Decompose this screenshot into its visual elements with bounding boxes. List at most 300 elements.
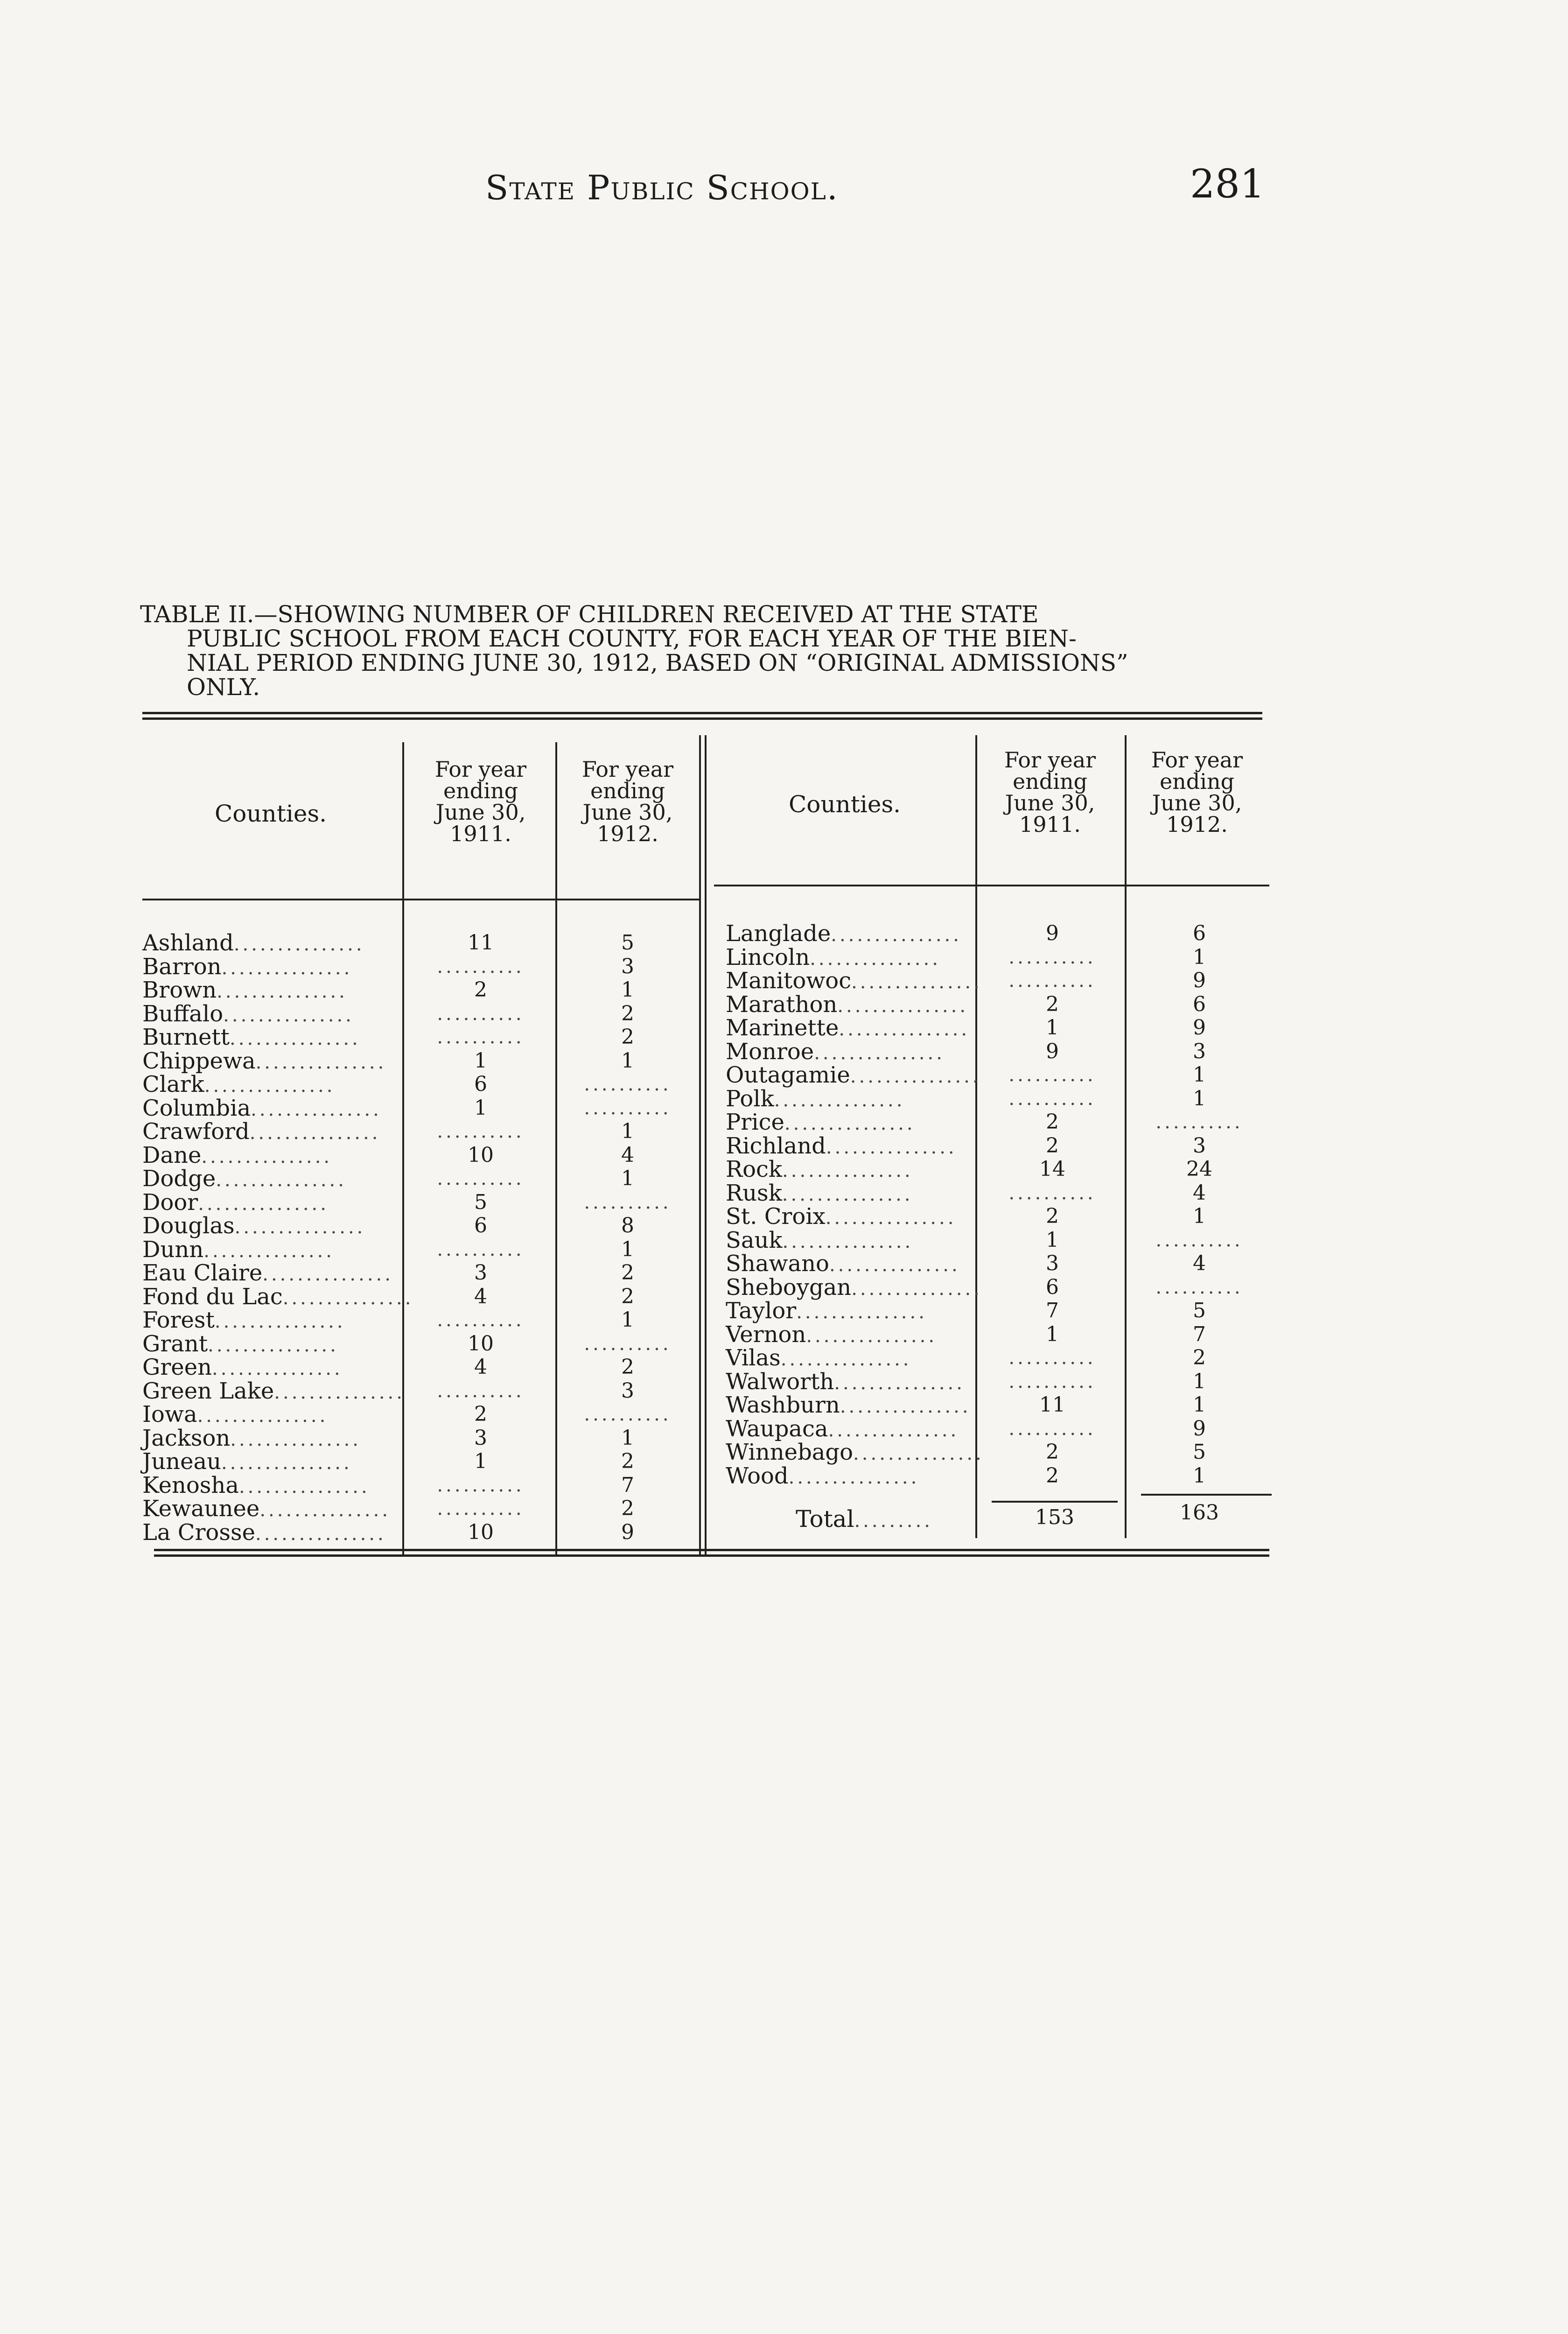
dot-leader: ............... [204,1075,336,1097]
empty-cell-leader: .......... [584,1097,672,1119]
value-1912: 4 [1193,1251,1206,1275]
dot-leader: ............... [201,1146,333,1167]
table-row [726,946,1272,969]
county-label: Iowa [142,1401,197,1427]
value-1912: 1 [621,1308,634,1332]
empty-cell-leader: .......... [437,1309,525,1331]
table-row [726,1276,1272,1299]
dot-leader: ............... [216,1169,347,1191]
county-name [726,1299,927,1324]
dot-leader: ............... [837,995,969,1017]
value-1912: 7 [621,1473,634,1497]
value-1911: 10 [468,1520,494,1544]
county-label: Ashland [142,930,234,956]
header-1911-right [975,749,1125,835]
header-line: June 30, [582,800,673,825]
empty-cell-leader: .......... [1008,946,1096,968]
table-bottom-rule [154,1549,1269,1557]
county-name [726,1464,919,1489]
county-label: Walworth [726,1368,834,1395]
county-name [142,1238,335,1263]
table-row [142,1214,698,1237]
table-row [142,1144,698,1167]
total-rule-1912 [1141,1494,1272,1496]
value-1911: 1 [474,1096,487,1120]
table-row [142,1450,698,1473]
table-row [142,1497,698,1520]
table-row [726,922,1272,945]
header-line: For year [434,757,527,782]
county-name [142,1097,382,1121]
dot-leader: ............... [255,1523,386,1545]
table-row [726,1441,1272,1464]
header-counties-left: Counties. [215,800,327,827]
header-line: For year [1004,747,1096,773]
value-1912: 1 [621,1237,634,1261]
value-1912: 2 [621,1449,634,1473]
county-name [726,1062,981,1088]
header-rule-left [142,899,700,900]
value-1912: 2 [621,1261,634,1285]
value-1911: 11 [1039,1393,1065,1417]
value-1911: 7 [1046,1299,1059,1322]
table-row [726,969,1272,992]
dot-leader: ............... [249,1122,381,1144]
dot-leader: ............... [825,1207,957,1229]
value-1911: 3 [474,1261,487,1285]
value-1912: 9 [621,1520,634,1544]
table-row [142,1167,698,1190]
table-row [726,993,1272,1016]
value-1912: 6 [1193,992,1206,1016]
empty-cell-leader: .......... [437,1168,525,1189]
value-1911: 10 [468,1331,494,1356]
county-name [726,1111,916,1135]
header-line: June 30, [1152,790,1242,815]
county-name [142,1283,414,1310]
county-label: Washburn [726,1392,840,1418]
value-1912: 1 [1193,1204,1206,1228]
header-1912-right [1127,749,1267,835]
value-1912: 5 [621,931,634,955]
total-label-text: Total [796,1505,854,1533]
dot-leader: ............... [255,1051,387,1073]
header-line: 1911. [450,821,511,846]
county-label: Vilas [726,1345,781,1371]
dot-leader: ............... [221,957,353,979]
dot-leader: ............... [208,1334,339,1356]
total-1912: 163 [1180,1501,1219,1525]
county-label: Shawano [726,1251,829,1277]
county-label: Marinette [726,1015,839,1041]
value-1912: 1 [621,1119,634,1143]
dot-leader: ............... [217,981,348,1002]
empty-cell-leader: .......... [437,1238,525,1260]
dot-leader: ............... [774,1089,905,1111]
county-name [726,1040,945,1065]
county-label: Door [142,1189,198,1216]
table-row [726,1134,1272,1158]
empty-cell-leader: .......... [1155,1229,1243,1251]
table-row [726,1181,1272,1205]
county-name [726,1274,982,1301]
county-name [726,1370,965,1395]
header-line: June 30, [1005,790,1095,815]
county-label: La Crosse [142,1519,255,1546]
header-rule-right [714,885,1269,886]
value-1911: 5 [474,1190,487,1214]
county-label: Jackson [142,1425,231,1451]
dot-leader: ............... [851,971,982,993]
county-name [142,1191,329,1216]
table-row [726,1229,1272,1252]
county-label: Sauk [726,1227,783,1253]
county-name [726,1417,959,1442]
county-name [726,1205,956,1230]
county-name [142,1521,386,1546]
county-label: Kenosha [142,1472,239,1498]
county-name [142,1450,352,1475]
total-rule-1911 [992,1501,1118,1503]
value-1912: 2 [621,1001,634,1026]
county-label: Winnebago [726,1439,854,1465]
table-row [726,1323,1272,1346]
table-row [142,978,698,1002]
county-name [726,1158,913,1182]
value-1911: 4 [474,1355,487,1379]
value-1912: 1 [1193,1369,1206,1393]
value-1912: 1 [1193,1463,1206,1488]
county-name [142,1073,335,1097]
value-1912: 1 [1193,1393,1206,1417]
dot-leader: ............... [780,1349,912,1370]
county-label: Eau Claire [142,1260,263,1286]
county-name [726,993,968,1018]
value-1912: 24 [1186,1157,1212,1181]
dot-leader: ............... [262,1264,393,1285]
county-name [726,922,962,947]
county-name [726,1346,912,1371]
county-label: Rock [726,1156,783,1182]
table-row [726,1464,1272,1488]
table-row [142,1356,698,1379]
dot-leader: ............... [230,1028,361,1049]
county-label: Juneau [142,1448,222,1475]
value-1912: 8 [621,1214,634,1237]
empty-cell-leader: .......... [437,1026,525,1048]
county-label: Waupaca [726,1415,828,1442]
county-name [726,1439,984,1465]
dot-leader: ............... [840,1396,971,1417]
county-name [726,1393,971,1418]
table-row [726,1370,1272,1393]
county-name [726,968,982,994]
county-label: Crawford [142,1118,250,1145]
table-row [142,1474,698,1497]
caption-line: TABLE II.—SHOWING NUMBER OF CHILDREN RECEIVED AT THE STATE [140,601,1039,628]
county-label: Polk [726,1085,774,1112]
value-1911: 2 [1046,1133,1059,1158]
county-label: St. Croix [726,1203,826,1230]
dot-leader: ............... [851,1278,982,1300]
county-name [726,1323,937,1348]
table-row [142,955,698,978]
county-label: Dunn [142,1236,204,1263]
dot-leader: ............... [782,1160,913,1181]
county-label: Burnett [142,1024,230,1050]
dot-leader: ............... [197,1405,329,1427]
county-label: Lincoln [726,944,810,970]
value-1912: 2 [621,1497,634,1520]
header-counties-right: Counties. [789,791,901,818]
county-label: Vernon [726,1321,806,1348]
table-row [142,1403,698,1426]
dot-leader: ............... [203,1240,335,1262]
value-1911: 1 [474,1449,487,1473]
dot-leader: ............... [782,1230,914,1252]
dot-leader: ............... [198,1193,329,1215]
value-1911: 11 [468,931,494,955]
dot-leader: ............... [214,1311,346,1332]
value-1911: 3 [1046,1251,1059,1275]
dot-leader: ............... [810,948,941,970]
value-1911: 6 [1046,1275,1059,1299]
county-name [142,1261,393,1286]
table-row [726,1063,1272,1087]
table-row [142,1238,698,1261]
value-1911: 1 [1046,1228,1059,1252]
dot-leader: ............... [282,1287,414,1309]
value-1912: 5 [1193,1299,1206,1322]
dot-leader: ............... [238,1476,370,1497]
dot-leader: ............... [274,1381,405,1403]
county-label: Rusk [726,1180,782,1206]
county-label: Green [142,1354,212,1380]
header-1912-left [558,759,698,844]
value-1911: 4 [474,1284,487,1308]
table-row [142,1427,698,1450]
value-1912: 3 [1193,1039,1206,1063]
header-line: 1912. [1166,812,1228,837]
county-name [142,1332,339,1357]
value-1911: 1 [474,1048,487,1073]
empty-cell-leader: .......... [1008,1418,1096,1440]
value-1912: 3 [1193,1133,1206,1158]
county-name [142,1026,361,1050]
county-label: Dodge [142,1166,216,1192]
county-name [142,1474,370,1498]
dot-leader: ............... [831,924,962,946]
table-row [726,1299,1272,1322]
empty-cell-leader: .......... [437,956,525,977]
county-name [142,1214,365,1239]
empty-cell-leader: .......... [1008,1064,1096,1086]
empty-cell-leader: .......... [584,1074,672,1095]
value-1912: 1 [621,1167,634,1190]
county-name [726,1134,957,1159]
page-number: 281 [1190,161,1265,207]
header-line: ending [1012,769,1088,794]
empty-cell-leader: .......... [1008,1371,1096,1392]
county-name [142,1120,380,1145]
county-name [142,978,348,1003]
dot-leader: ............... [234,1216,366,1238]
header-line: ending [443,778,518,803]
value-1912: 2 [1193,1346,1206,1370]
empty-cell-leader: .......... [584,1404,672,1425]
dot-leader: ............... [784,1113,916,1134]
county-label: Forest [142,1307,215,1333]
empty-cell-leader: .......... [1155,1276,1243,1298]
county-label: Richland [726,1132,826,1159]
value-1911: 9 [1046,921,1059,945]
county-label: Wood [726,1462,789,1489]
caption-line: NIAL PERIOD ENDING JUNE 30, 1912, BASED ON “ORIGINAL ADMISSIONS” [187,649,1128,676]
value-1912: 1 [621,1048,634,1073]
caption-line: PUBLIC SCHOOL FROM EACH COUNTY, FOR EACH YEAR OF THE BIEN- [187,625,1077,652]
table-row [142,1521,698,1544]
value-1912: 1 [621,978,634,1002]
value-1912: 5 [1193,1440,1206,1464]
value-1911: 2 [474,978,487,1002]
value-1911: 1 [1046,1016,1059,1040]
dot-leader: ............... [782,1183,913,1205]
value-1911: 2 [474,1402,487,1426]
dot-leader: ............... [788,1466,920,1488]
county-name [726,946,941,970]
dot-leader: ............... [212,1358,343,1379]
county-label: Clark [142,1071,204,1097]
county-label: Price [726,1109,784,1135]
dot-leader: ............... [806,1325,938,1347]
county-label: Brown [142,977,217,1003]
table-row [142,1120,698,1143]
table-row [142,1002,698,1026]
county-label: Outagamie [726,1062,850,1088]
dot-leader: ............... [826,1136,957,1158]
county-label: Douglas [142,1213,235,1239]
dot-leader: ............... [796,1301,927,1323]
empty-cell-leader: .......... [437,1380,525,1402]
county-label: Sheboygan [726,1274,852,1301]
value-1912: 4 [621,1143,634,1167]
county-name [142,1427,361,1451]
dot-leader: ............... [259,1499,391,1521]
empty-cell-leader: .......... [1008,1347,1096,1369]
running-head: State Public School. [485,168,839,207]
value-1912: 3 [621,1378,634,1403]
dot-leader: ......... [854,1510,933,1532]
dot-leader: ............... [251,1098,382,1120]
county-label: Taylor [726,1298,797,1324]
value-1912: 9 [1193,1416,1206,1441]
total-1911: 153 [1035,1505,1074,1529]
dot-leader: ............... [829,1254,960,1276]
county-name [142,1308,346,1333]
value-1912: 1 [1193,945,1206,969]
value-1911: 2 [1046,1463,1059,1488]
value-1911: 2 [1046,1204,1059,1228]
county-label: Kewaunee [142,1496,260,1522]
empty-cell-leader: .......... [584,1191,672,1213]
empty-cell-leader: .......... [584,1333,672,1355]
county-label: Marathon [726,991,838,1018]
dot-leader: ............... [221,1452,352,1474]
county-name [142,931,365,956]
table-row [726,1346,1272,1370]
table-row [142,1073,698,1096]
table-row [726,1016,1272,1040]
value-1912: 9 [1193,969,1206,992]
table-row [726,1087,1272,1111]
county-label: Green Lake [142,1378,274,1404]
value-1912: 7 [1193,1322,1206,1346]
header-line: For year [1151,747,1243,773]
county-name [142,955,352,980]
value-1912: 1 [1193,1063,1206,1087]
empty-cell-leader: .......... [1155,1111,1243,1133]
table-row [142,1308,698,1332]
county-label: Langlade [726,921,831,947]
dot-leader: ............... [853,1443,984,1464]
value-1911: 3 [474,1426,487,1450]
value-1912: 4 [1193,1181,1206,1205]
value-1912: 1 [621,1426,634,1450]
table-row [142,1026,698,1049]
table-row [142,1049,698,1073]
table-row [142,1097,698,1120]
header-line: ending [1159,769,1235,794]
value-1911: 2 [1046,1110,1059,1134]
header-line: For year [581,757,674,782]
header-line: ending [590,778,665,803]
value-1911: 6 [474,1072,487,1096]
dot-leader: ............... [850,1066,981,1087]
county-label: Manitowoc [726,968,852,994]
header-line: June 30, [435,800,526,825]
table-row [726,1205,1272,1228]
empty-cell-leader: .......... [1008,970,1096,991]
empty-cell-leader: .......... [1008,1182,1096,1204]
table-row [726,1111,1272,1134]
value-1912: 2 [621,1355,634,1379]
value-1911: 6 [474,1214,487,1237]
dot-leader: ............... [828,1419,959,1441]
county-label: Barron [142,953,222,980]
value-1912: 1 [1193,1086,1206,1111]
county-name [726,1181,913,1206]
value-1911: 14 [1039,1157,1065,1181]
caption-line: ONLY. [187,674,260,701]
county-name [142,1356,343,1380]
dot-leader: ............... [230,1428,362,1450]
dot-leader: ............... [839,1019,970,1040]
table-row [726,1040,1272,1063]
county-label: Fond du Lac [142,1283,283,1310]
county-name [142,1049,386,1074]
county-name [142,1378,405,1404]
county-name [726,1252,960,1277]
table-row [726,1252,1272,1275]
value-1912: 9 [1193,1016,1206,1040]
county-name [142,1167,347,1192]
table-row [726,1158,1272,1181]
county-label: Monroe [726,1038,814,1065]
value-1911: 1 [1046,1322,1059,1346]
county-name [726,1229,913,1253]
value-1911: 2 [1046,1440,1059,1464]
county-label: Dane [142,1142,202,1168]
